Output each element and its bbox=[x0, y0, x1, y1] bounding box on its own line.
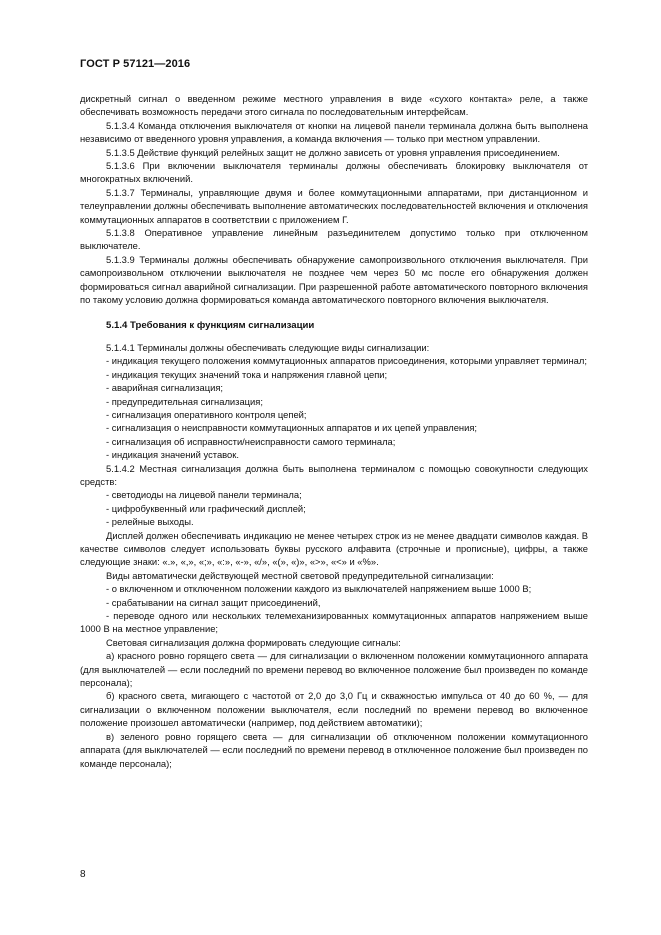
page-number: 8 bbox=[80, 869, 86, 880]
list-item: - сигнализация оперативного контроля цепей; bbox=[106, 408, 307, 420]
list-item: - сигнализация об исправности/неисправности самого терминала; bbox=[106, 435, 396, 447]
paragraph-5141: 5.1.4.1 Терминалы должны обеспечивать следующие виды сигнализации: bbox=[106, 341, 430, 353]
paragraph-light-signals: Световая сигнализация должна формировать следующие сигналы: bbox=[106, 636, 401, 648]
paragraph-5137: 5.1.3.7 Терминалы, управляющие двумя и более коммутационными аппаратами, при дистанционном и телеуправлении должны обеспечивать выполнение автоматических последовательностей включения и отключения коммутационных аппаратов в соответствии с приложением Г. bbox=[80, 186, 588, 225]
list-item: - переводе одного или нескольких телемеханизированных коммутационных аппаратов напряжением выше 1000 В на местное управление; bbox=[80, 610, 588, 635]
list-item: - релейные выходы. bbox=[106, 516, 194, 528]
document-code-header: ГОСТ Р 57121—2016 bbox=[80, 58, 191, 70]
signal-item-a: а) красного ровно горящего света — для сигнализации о включенном положении коммутационного аппарата (для выключателей — если последний по времени перевод во включенное положение был произведен по команде персонала); bbox=[80, 650, 588, 689]
list-item: - индикация значений уставок. bbox=[106, 449, 239, 461]
section-heading-514: 5.1.4 Требования к функциям сигнализации bbox=[106, 319, 315, 331]
paragraph-continuation: дискретный сигнал о введенном режиме местного управления в виде «сухого контакта» реле, а также обеспечивать возможность передачи этого сигнала по последовательным интерфейсам. bbox=[80, 93, 588, 118]
list-item: - сигнализация о неисправности коммутационных аппаратов и их цепей управления; bbox=[106, 422, 478, 434]
list-item: - цифробуквенный или графический дисплей; bbox=[106, 502, 306, 514]
list-item: - срабатывании на сигнал защит присоединений, bbox=[106, 596, 321, 608]
paragraph-5135: 5.1.3.5 Действие функций релейных защит не должно зависеть от уровня управления присоединением. bbox=[106, 146, 560, 158]
paragraph-5139: 5.1.3.9 Терминалы должны обеспечивать обнаружение самопроизвольного отключения выключателя. При самопроизвольном отключении выключателя не позднее чем через 50 мс после его обнаружения должен формироваться сигнал аварийной сигнализации. При разрешенной работе автоматического повторного включения по такому условию должна формироваться команда автоматического повторного включения выключателя. bbox=[80, 253, 588, 306]
paragraph-5138: 5.1.3.8 Оперативное управление линейным разъединителем допустимо только при отключенном выключателе. bbox=[80, 227, 588, 252]
list-item: - индикация текущего положения коммутационных аппаратов присоединения, которыми управляет терминал; bbox=[106, 355, 587, 367]
list-item: - аварийная сигнализация; bbox=[106, 382, 224, 394]
paragraph-5136: 5.1.3.6 При включении выключателя терминалы должны обеспечивать блокировку выключателя от многократных включений. bbox=[80, 160, 588, 185]
list-item: - индикация текущих значений тока и напряжения главной цепи; bbox=[106, 368, 388, 380]
signal-item-v: в) зеленого ровно горящего света — для сигнализации об отключенном положении коммутационного аппарата (для выключателей — если последний по времени перевод в отключенное положение был произведен по команде персонала); bbox=[80, 730, 588, 769]
paragraph-5142: 5.1.4.2 Местная сигнализация должна быть выполнена терминалом с помощью совокупности следующих средств: bbox=[80, 462, 588, 487]
list-item: - предупредительная сигнализация; bbox=[106, 395, 263, 407]
list-item: - светодиоды на лицевой панели терминала; bbox=[106, 489, 302, 501]
paragraph-warning-kinds: Виды автоматически действующей местной световой предупредительной сигнализации: bbox=[106, 569, 494, 581]
document-body bbox=[80, 92, 588, 770]
paragraph-display: Дисплей должен обеспечивать индикацию не менее четырех строк из не менее двадцати символов каждая. В качестве символов следует использовать буквы русского алфавита (строчные и прописные), цифры, а также следующие знаки: «.», «,», «;», «:», «-», «/», «(», «)», «>», «<» и «%». bbox=[80, 529, 588, 568]
paragraph-5134: 5.1.3.4 Команда отключения выключателя от кнопки на лицевой панели терминала должна быть выполнена независимо от введенного уровня управления, а команда включения — только при местном управлении. bbox=[80, 119, 588, 145]
list-item: - о включенном и отключенном положении каждого из выключателей напряжением выше 1000 В; bbox=[106, 583, 532, 595]
signal-item-b: б) красного света, мигающего с частотой от 2,0 до 3,0 Гц и скважностью импульса от 40 до 60 %, — для сигнализации о включенном положении выключателя, если последний по времени перевод во включенное положение произошел автоматически (например, под действием автоматики); bbox=[80, 690, 588, 729]
